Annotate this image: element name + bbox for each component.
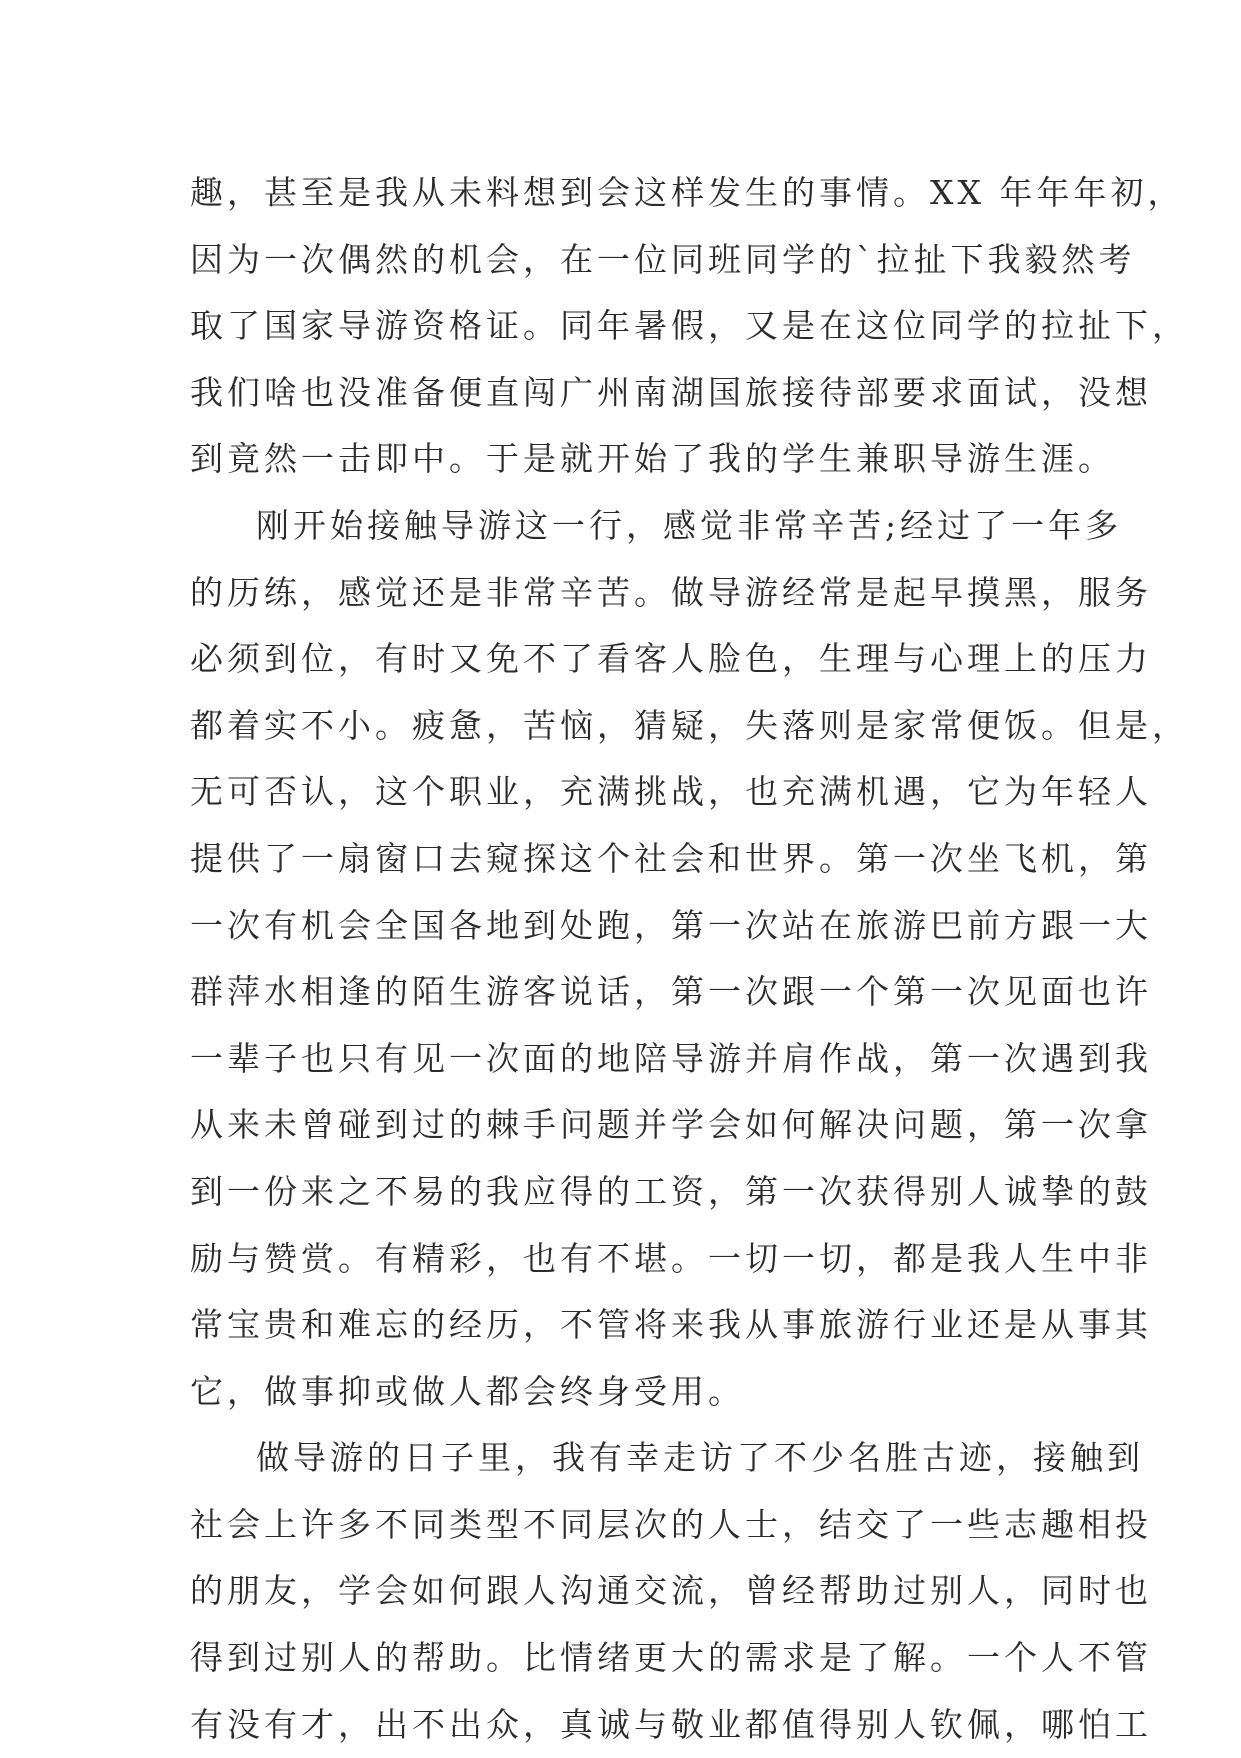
text-line: 有没有才，出不出众，真诚与敬业都值得别人钦佩，哪怕工 [190, 1704, 1152, 1744]
text-line: 趣，甚至是我从未料想到会这样发生的事情。XX 年年年初， [190, 173, 1185, 212]
text-line: 必须到位，有时又免不了看客人脸色，生理与心理上的压力 [190, 639, 1152, 679]
text-line: 取了国家导游资格证。同年暑假，又是在这位同学的拉扯下， [190, 306, 1189, 346]
text-line: 励与赞赏。有精彩，也有不堪。一切一切，都是我人生中非 [190, 1238, 1152, 1278]
body-text [190, 160, 1189, 1758]
text-line: 我们啥也没准备便直闯广州南湖国旅接待部要求面试，没想 [190, 372, 1152, 412]
text-line: 它，做事抑或做人都会终身受用。 [190, 1371, 745, 1411]
text-line: 到竟然一击即中。于是就开始了我的学生兼职导游生涯。 [190, 439, 1115, 479]
text-line: 因为一次偶然的机会，在一位同班同学的`拉扯下我毅然考 [190, 239, 1136, 279]
paragraph-start-line: 做导游的日子里，我有幸走访了不少名胜古迹，接触到 [256, 1438, 1144, 1478]
text-line: 都着实不小。疲惫，苦恼，猜疑，失落则是家常便饭。但是， [190, 705, 1189, 745]
text-line: 从来未曾碰到过的棘手问题并学会如何解决问题，第一次拿 [190, 1105, 1152, 1145]
text-line: 到一份来之不易的我应得的工资，第一次获得别人诚挚的鼓 [190, 1171, 1152, 1211]
text-line: 社会上许多不同类型不同层次的人士，结交了一些志趣相投 [190, 1504, 1152, 1544]
text-line: 群萍水相逢的陌生游客说话，第一次跟一个第一次见面也许 [190, 972, 1152, 1012]
text-line: 提供了一扇窗口去窥探这个社会和世界。第一次坐飞机，第 [190, 838, 1152, 878]
text-line: 的朋友，学会如何跟人沟通交流，曾经帮助过别人，同时也 [190, 1571, 1152, 1611]
text-line: 的历练，感觉还是非常辛苦。做导游经常是起早摸黑，服务 [190, 572, 1152, 612]
paragraph-start-line: 刚开始接触导游这一行，感觉非常辛苦;经过了一年多 [256, 505, 1123, 545]
text-line: 一次有机会全国各地到处跑，第一次站在旅游巴前方跟一大 [190, 905, 1152, 945]
text-line: 得到过别人的帮助。比情绪更大的需求是了解。一个人不管 [190, 1638, 1152, 1678]
text-line: 常宝贵和难忘的经历，不管将来我从事旅游行业还是从事其 [190, 1305, 1152, 1345]
text-line: 无可否认，这个职业，充满挑战，也充满机遇，它为年轻人 [190, 772, 1152, 812]
text-line: 一辈子也只有见一次面的地陪导游并肩作战，第一次遇到我 [190, 1038, 1152, 1078]
